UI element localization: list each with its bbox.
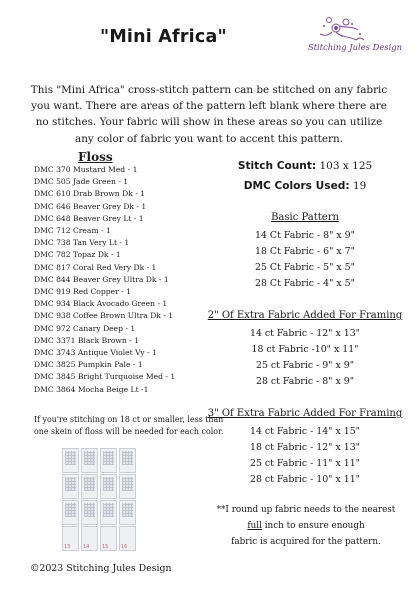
thumbnail-label: 13 [64, 544, 71, 550]
pattern-preview-icon [65, 503, 76, 517]
fabric-size-line: 14 ct Fabric - 14" x 15" [250, 426, 360, 437]
floss-item: DMC 648 Beaver Grey Lt - 1 [34, 213, 144, 223]
pattern-thumbnail [100, 474, 117, 499]
pattern-thumbnail [119, 526, 136, 551]
floss-item: DMC 3864 Mocha Beige Lt -1 [34, 384, 149, 394]
pattern-preview-icon [84, 503, 95, 517]
floss-item: DMC 3825 Pumpkin Pale - 1 [34, 360, 143, 370]
intro-paragraph: This "Mini Africa" cross-stitch pattern can be stitched on any fabric you want. There are areas of the pattern left blank where there are no stitches. Your fabric will show in these areas so you can utilize any color of fabric you want to accent this pattern. [30, 84, 388, 145]
page-title: "Mini Africa" [100, 27, 227, 47]
copyright-footer: ©2023 Stitching Jules Design [30, 563, 172, 574]
floss-item: DMC 712 Cream - 1 [34, 226, 111, 236]
thumbnail-label: 16 [121, 544, 128, 550]
fabric-size-line: 18 ct Fabric -10" x 11" [251, 344, 359, 355]
pattern-preview-icon [65, 451, 76, 465]
pattern-thumbnail [62, 474, 79, 499]
colors-used-value: 19 [352, 180, 367, 192]
pattern-preview-icon [122, 477, 133, 491]
pattern-thumbnail [81, 526, 98, 551]
floss-item: DMC 505 Jade Green - 1 [34, 177, 129, 187]
pattern-preview-icon [103, 503, 114, 517]
thumbnail-label: 14 [83, 544, 90, 550]
section-heading: 2" Of Extra Fabric Added For Framing [207, 310, 403, 321]
floss-note: If you're stitching on 18 ct or smaller, less than one skein of floss will be needed for each color. [34, 415, 224, 437]
rounding-note-underlined: full [247, 520, 262, 531]
fabric-size-line: 18 Ct Fabric - 6" x 7" [255, 246, 355, 257]
colors-used-label: DMC Colors Used: [243, 180, 350, 192]
pattern-thumbnail [62, 448, 79, 473]
fabric-size-line: 28 Ct Fabric - 4" x 5" [255, 278, 355, 289]
pattern-preview-icon [103, 451, 114, 465]
pattern-thumbnail [119, 448, 136, 473]
fabric-size-line: 25 ct Fabric - 11" x 11" [250, 458, 360, 469]
floss-item: DMC 610 Drab Brown Dk - 1 [34, 189, 146, 199]
floral-logo-icon [306, 14, 402, 62]
floss-heading: Floss [78, 150, 113, 164]
rounding-note-text: inch to ensure enough [264, 520, 365, 531]
pattern-thumbnail [81, 500, 98, 525]
floss-item: DMC 3845 Bright Turquoise Med - 1 [34, 372, 176, 382]
pattern-preview-icon [84, 451, 95, 465]
colors-used [200, 180, 410, 192]
stitch-count-label: Stitch Count: [237, 160, 317, 172]
rounding-note-line: fabric is acquired for the pattern. [231, 536, 381, 547]
floss-item: DMC 919 Red Copper - 1 [34, 287, 131, 297]
pattern-preview-icon [122, 451, 133, 465]
floss-item: DMC 938 Coffee Brown Ultra Dk - 1 [34, 311, 174, 321]
fabric-size-line: 14 ct Fabric - 12" x 13" [250, 328, 360, 339]
pattern-preview-icon [84, 477, 95, 491]
stitch-count-value: 103 x 125 [319, 160, 373, 172]
section-heading: 3" Of Extra Fabric Added For Framing [207, 408, 403, 419]
floss-item: DMC 972 Canary Deep - 1 [34, 323, 136, 333]
pattern-thumbnail [100, 500, 117, 525]
rounding-note-line [208, 519, 404, 535]
fabric-size-line: 18 ct Fabric - 12" x 13" [250, 442, 360, 453]
floss-item: DMC 3743 Antique Violet Vy - 1 [34, 348, 157, 358]
fabric-size-line: 28 ct Fabric - 8" x 9" [255, 376, 355, 387]
pattern-thumbnail [62, 526, 79, 551]
floss-item: DMC 817 Coral Red Very Dk - 1 [34, 262, 157, 272]
pattern-thumbnail [100, 448, 117, 473]
floss-item: DMC 844 Beaver Grey Ultra Dk - 1 [34, 274, 169, 284]
pattern-thumbnail [81, 474, 98, 499]
pattern-preview-icon [65, 477, 76, 491]
floss-item: DMC 738 Tan Very Lt - 1 [34, 238, 130, 248]
fabric-size-line: 25 ct Fabric - 9" x 9" [255, 360, 355, 371]
fabric-size-line: 28 ct Fabric - 10" x 11" [250, 474, 360, 485]
pattern-preview-icon [103, 477, 114, 491]
fabric-size-line: 25 Ct Fabric - 5" x 5" [255, 262, 355, 273]
floss-item: DMC 782 Topaz Dk - 1 [34, 250, 121, 260]
floss-item: DMC 934 Black Avocado Green - 1 [34, 299, 168, 309]
pattern-thumbnail [100, 526, 117, 551]
thumbnail-label: 15 [102, 544, 109, 550]
floss-item: DMC 646 Beaver Grey Dk - 1 [34, 201, 147, 211]
floss-item: DMC 370 Mustard Med - 1 [34, 165, 138, 174]
pattern-thumbnail [119, 500, 136, 525]
pattern-preview-icon [122, 503, 133, 517]
stitch-count [200, 160, 410, 172]
floss-item: DMC 3371 Black Brown - 1 [34, 335, 140, 345]
pattern-thumbnail [81, 448, 98, 473]
rounding-note [208, 503, 404, 550]
section-heading: Basic Pattern [271, 212, 339, 223]
pattern-thumbnail [119, 474, 136, 499]
fabric-size-line: 14 Ct Fabric - 8" x 9" [255, 230, 355, 241]
logo-text: Stitching Jules Design [307, 42, 403, 52]
pattern-thumbnail [62, 500, 79, 525]
pattern-page-thumbnails [62, 448, 138, 552]
rounding-note-line: **I round up fabric needs to the nearest [216, 505, 396, 515]
